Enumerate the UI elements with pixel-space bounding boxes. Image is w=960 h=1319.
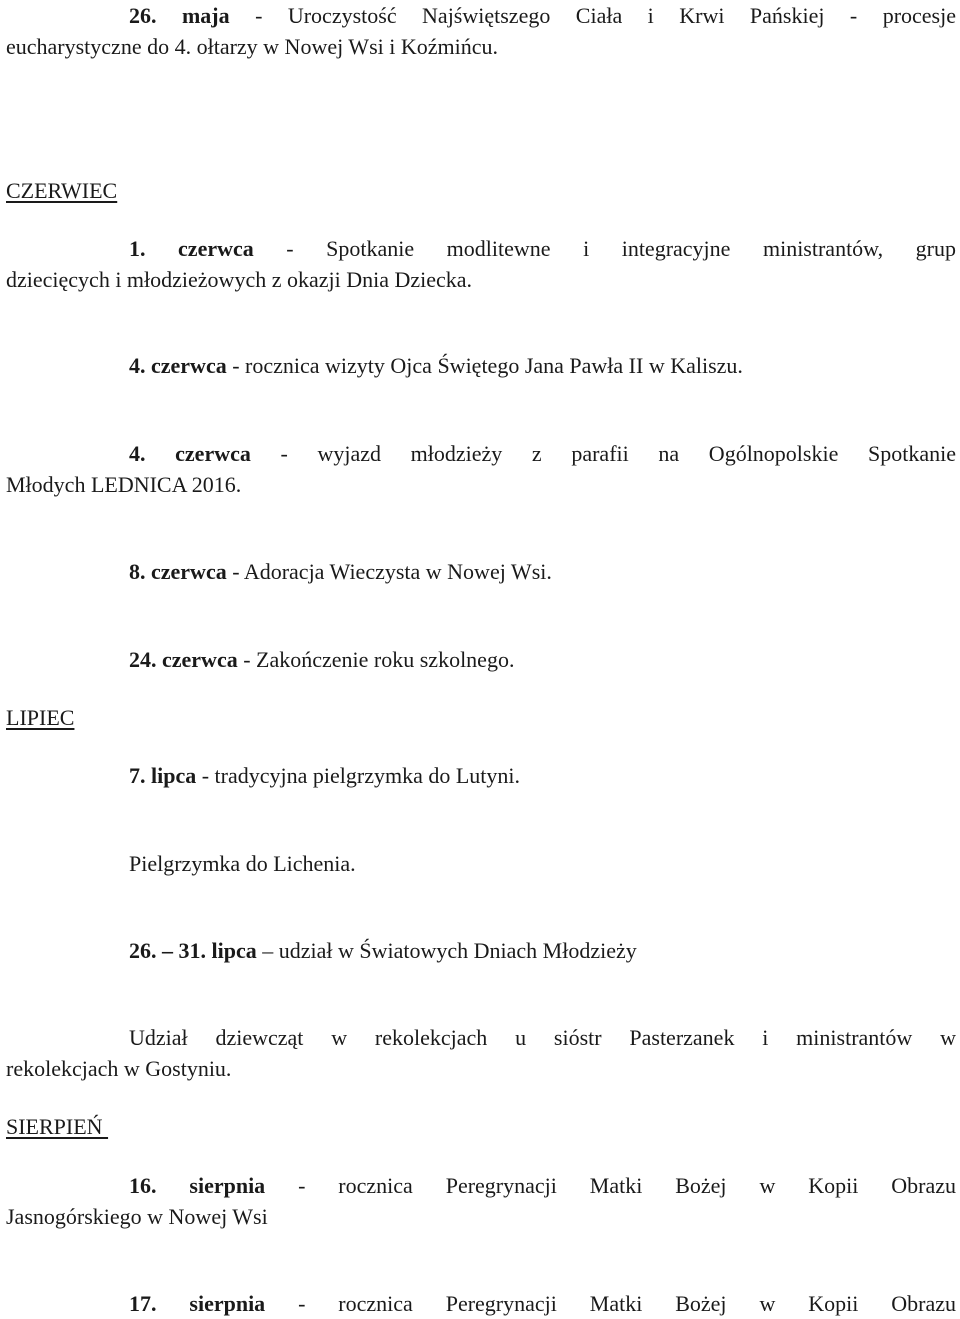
event-date: 7. lipca xyxy=(129,763,197,788)
event-date: 16. sierpnia xyxy=(129,1173,266,1198)
event-date: 26. maja xyxy=(129,3,230,28)
event-text: - tradycyjna pielgrzymka do Lutyni. xyxy=(196,763,521,788)
event-1-czerwca-line-1 xyxy=(129,233,956,264)
event-26-maja-line-1 xyxy=(129,0,956,31)
event-date: 26. – 31. lipca xyxy=(129,938,257,963)
event-text: – udział w Światowych Dniach Młodzieży xyxy=(256,938,637,963)
event-date: 4. czerwca xyxy=(129,353,227,378)
event-text: - Uroczystość Najświętszego Ciała i Krwi Pańskiej - procesje xyxy=(229,3,956,28)
event-lichen: Pielgrzymka do Lichenia. xyxy=(129,851,356,876)
event-text: - Zakończenie roku szkolnego. xyxy=(237,647,515,672)
event-date: 4. czerwca xyxy=(129,441,251,466)
event-1-czerwca-line-2: dziecięcych i młodzieżowych z okazji Dnia Dziecka. xyxy=(6,267,473,292)
event-text: - rocznica wizyty Ojca Świętego Jana Pawła II w Kaliszu. xyxy=(226,353,743,378)
month-heading-lipiec: LIPIEC xyxy=(6,705,75,730)
event-8-czerwca xyxy=(129,556,956,587)
event-24-czerwca xyxy=(129,644,956,675)
event-rekolekcje-line-2: rekolekcjach w Gostyniu. xyxy=(6,1056,232,1081)
event-7-lipca xyxy=(129,760,956,791)
event-4-czerwca-lednica-line-1 xyxy=(129,438,956,469)
event-text: - rocznica Peregrynacji Matki Bożej w Kopii Obrazu xyxy=(265,1173,956,1198)
event-text: - rocznica Peregrynacji Matki Bożej w Kopii Obrazu xyxy=(265,1291,956,1316)
event-16-sierpnia-line-2: Jasnogórskiego w Nowej Wsi xyxy=(6,1204,268,1229)
event-16-sierpnia-line-1 xyxy=(129,1170,956,1201)
event-date: 8. czerwca xyxy=(129,559,227,584)
event-26-31-lipca xyxy=(129,935,956,966)
event-17-sierpnia-line-1 xyxy=(129,1288,956,1319)
event-text: - wyjazd młodzieży z parafii na Ogólnopolskie Spotkanie xyxy=(250,441,956,466)
event-4-czerwca-rocznica xyxy=(129,350,956,381)
month-heading-sierpien: SIERPIEŃ xyxy=(6,1114,109,1139)
event-text: - Spotkanie modlitewne i integracyjne ministrantów, grup xyxy=(253,236,956,261)
event-date: 17. sierpnia xyxy=(129,1291,266,1316)
event-4-czerwca-lednica-line-2: Młodych LEDNICA 2016. xyxy=(6,472,242,497)
event-date: 1. czerwca xyxy=(129,236,254,261)
event-rekolekcje-line-1: Udział dziewcząt w rekolekcjach u sióstr Pasterzanek i ministrantów w xyxy=(129,1025,956,1050)
month-heading-czerwiec: CZERWIEC xyxy=(6,178,118,203)
event-date: 24. czerwca xyxy=(129,647,238,672)
event-text: - Adoracja Wieczysta w Nowej Wsi. xyxy=(226,559,552,584)
event-26-maja-line-2: eucharystyczne do 4. ołtarzy w Nowej Wsi i Koźmińcu. xyxy=(6,34,499,59)
